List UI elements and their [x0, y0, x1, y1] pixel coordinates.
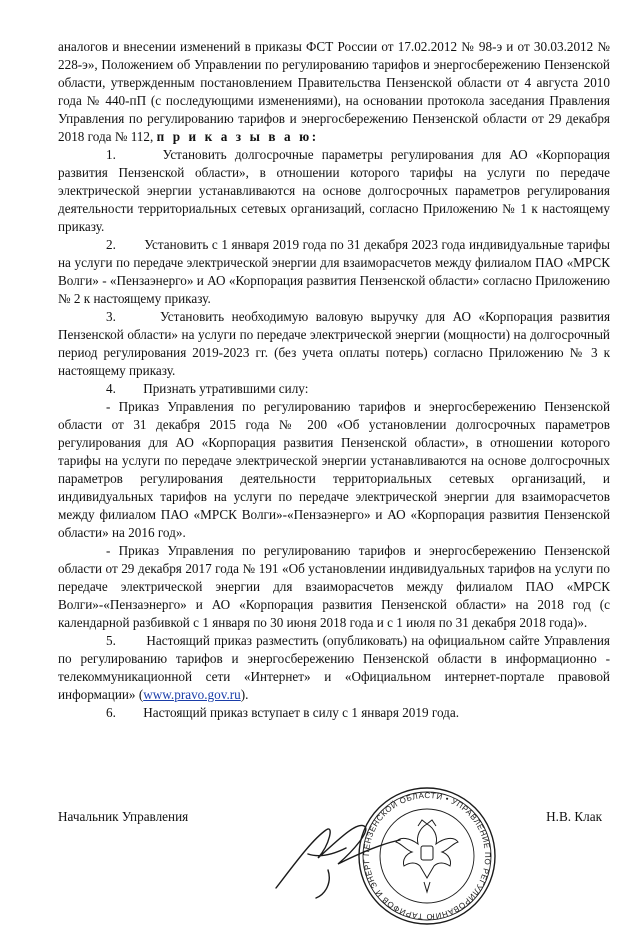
- seal-ring-text: ПЕНЗЕНСКОЙ ОБЛАСТИ • УПРАВЛЕНИЕ ПО РЕГУЛИРОВАНИЮ ТАРИФОВ И ЭНЕРГ: [361, 790, 493, 922]
- item-2: 2. Установить с 1 января 2019 года по 31 декабря 2023 года индивидуальные тарифы на услуги по передаче электрической энергии для взаиморасчетов между филиалом ПАО «МРСК Волги» - «Пензаэнерго» и АО «Корпорация развития Пензенской области» согласно Приложению № 2 к настоящему приказу.: [58, 237, 610, 306]
- signatory-title: Начальник Управления: [58, 809, 189, 824]
- coat-of-arms-eagle-icon: [396, 820, 458, 892]
- document-body: [58, 38, 610, 722]
- official-seal: [358, 782, 496, 922]
- item-5: 5. Настоящий приказ разместить (опубликовать) на официальном сайте Управления по регулированию тарифов и энергосбережению Пензенской области в информационно - телекоммуникационной сети «Интернет» и «Официальном интернет-портале правовой информации» (www.pravo.gov.ru).: [58, 633, 611, 702]
- intro-paragraph: аналогов и внесении изменений в приказы ФСТ России от 17.02.2012 № 98-э и от 30.03.2012 № 228-э», Положением об Управлении по регулированию тарифов и энергосбережению Пензенской области, утвержденным постановлением Правительства Пензенской области от 4 августа 2010 года № 440-пП (с последующими изменениями), на основании протокола заседания Правления Управления по регулированию тарифов и энергосбережению Пензенской области от 29 декабря 2018 года № 112, п р и к а з ы в а ю:: [58, 39, 610, 144]
- item-4-sub-2: - Приказ Управления по регулированию тарифов и энергосбережению Пензенской области от 29 декабря 2017 года № 191 «Об установлении индивидуальных тарифов на услуги по передаче электрической энергии для взаиморасчетов между филиалом ПАО «МРСК Волги»-«Пензаэнерго» и АО «Корпорация развития Пензенской области» на 2018 год (с календарной разбивкой с 1 января по 30 июня 2018 года и с 1 июля по 31 декабря 2018 года)».: [58, 543, 610, 630]
- orders-keyword: п р и к а з ы в а ю:: [156, 129, 319, 144]
- pravo-link[interactable]: www.pravo.gov.ru: [143, 687, 241, 702]
- item-1: 1. Установить долгосрочные параметры регулирования для АО «Корпорация развития Пензенской области», в отношении которого тарифы на услуги по передаче электрической энергии устанавливаются на основе долгосрочных параметров регулирования деятельности территориальных сетевых организаций, согласно Приложению № 1 к настоящему приказу.: [58, 147, 611, 234]
- seal-graphic: [358, 782, 496, 932]
- item-3: 3. Установить необходимую валовую выручку для АО «Корпорация развития Пензенской области» на услуги по передаче электрической энергии (мощности) на долгосрочный период регулирования 2019-2023 гг. (без учета оплаты потерь) согласно Приложению № 3 к настоящему приказу.: [58, 309, 611, 378]
- item-4: 4. Признать утратившими силу:: [106, 381, 309, 396]
- item-4-sub-1: - Приказ Управления по регулированию тарифов и энергосбережению Пензенской области от 31 декабря 2015 года № 200 «Об установлении долгосрочных параметров регулирования для АО «Корпорация развития Пензенской области», в отношении которого тарифы на услуги по передаче электрической энергии устанавливаются на основе долгосрочных параметров регулирования деятельности территориальных сетевых организаций, и индивидуальных тарифов на услуги по передаче электрической энергии для взаиморасчетов между филиалом ПАО «МРСК Волги»-«Пензаэнерго» и АО «Корпорация развития Пензенской области» на 2016 год».: [58, 399, 610, 540]
- item-6: 6. Настоящий приказ вступает в силу с 1 января 2019 года.: [106, 705, 460, 720]
- svg-text:ПЕНЗЕНСКОЙ ОБЛАСТИ • УПРАВЛЕНИ: [358, 782, 492, 921]
- signatory-name: Н.В. Клак: [546, 809, 602, 824]
